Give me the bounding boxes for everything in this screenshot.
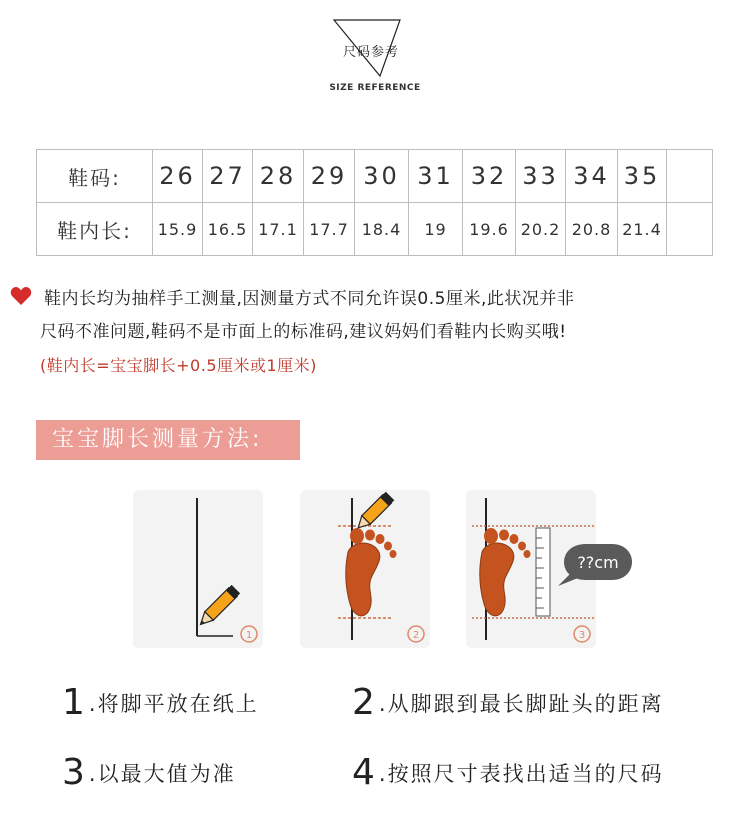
step-number: 3: [62, 752, 87, 793]
length-cell: 18.4: [355, 203, 409, 256]
measurement-notice: [10, 283, 745, 382]
step-label: .以最大值为准: [88, 762, 236, 786]
step-4: [352, 752, 664, 793]
size-cell: 32: [463, 150, 516, 203]
method-title-banner: 宝宝脚长测量方法:: [36, 420, 300, 460]
pencil-icon: [196, 585, 240, 629]
step-label: .按照尺寸表找出适当的尺码: [378, 762, 664, 786]
step-illustration-3: [466, 490, 619, 648]
length-cell: 21.4: [618, 203, 667, 256]
size-cell: 28: [253, 150, 304, 203]
notice-line-1: 鞋内长均为抽样手工测量,因测量方式不同允许误0.5厘米,此状况并非: [44, 289, 575, 309]
svg-text:1: 1: [245, 630, 253, 641]
page-title: 尺码参考: [343, 45, 400, 60]
svg-text:??cm: ??cm: [577, 553, 619, 572]
step-number: 4: [352, 752, 377, 793]
length-cell: 20.8: [566, 203, 618, 256]
ruler-icon: [536, 528, 550, 616]
size-cell: 29: [304, 150, 355, 203]
svg-text:3: 3: [578, 630, 586, 641]
size-cell: 33: [516, 150, 566, 203]
step-2: [352, 682, 664, 723]
table-row-sizes: [37, 150, 713, 203]
size-cell-empty: [667, 150, 713, 203]
header: [0, 0, 750, 110]
step-badge-2: [408, 626, 424, 642]
length-cell: 16.5: [203, 203, 253, 256]
foot-icon: [480, 528, 531, 616]
size-cell: 34: [566, 150, 618, 203]
step-illustration-2: [300, 490, 430, 648]
step-label: .从脚跟到最长脚趾头的距离: [378, 692, 664, 716]
table-row-lengths: [37, 203, 713, 256]
length-cell-empty: [667, 203, 713, 256]
row-label-size: 鞋码:: [37, 150, 153, 203]
size-table: [36, 149, 713, 256]
step-1: [62, 682, 259, 723]
svg-text:2: 2: [412, 630, 420, 641]
step-illustration-1: [133, 490, 263, 648]
step-number: 2: [352, 682, 377, 723]
size-cell: 30: [355, 150, 409, 203]
page-subtitle: SIZE REFERENCE: [329, 83, 421, 93]
size-cell: 26: [153, 150, 203, 203]
speech-bubble: [558, 544, 632, 586]
step-3: [62, 752, 236, 793]
length-cell: 19.6: [463, 203, 516, 256]
step-label: .将脚平放在纸上: [88, 692, 259, 716]
row-label-length: 鞋内长:: [37, 203, 153, 256]
foot-icon: [346, 528, 397, 616]
length-cell: 15.9: [153, 203, 203, 256]
step-number: 1: [62, 682, 87, 723]
step-badge-1: [241, 626, 257, 642]
length-cell: 17.1: [253, 203, 304, 256]
length-cell: 20.2: [516, 203, 566, 256]
heart-icon: [10, 286, 32, 306]
step-badge-3: [574, 626, 590, 642]
size-cell: 31: [409, 150, 463, 203]
length-cell: 19: [409, 203, 463, 256]
size-cell: 35: [618, 150, 667, 203]
size-cell: 27: [203, 150, 253, 203]
notice-line-2: 尺码不准问题,鞋码不是市面上的标准码,建议妈妈们看鞋内长购买哦!: [40, 322, 567, 342]
notice-formula: (鞋内长=宝宝脚长+0.5厘米或1厘米): [40, 356, 317, 375]
length-cell: 17.7: [304, 203, 355, 256]
